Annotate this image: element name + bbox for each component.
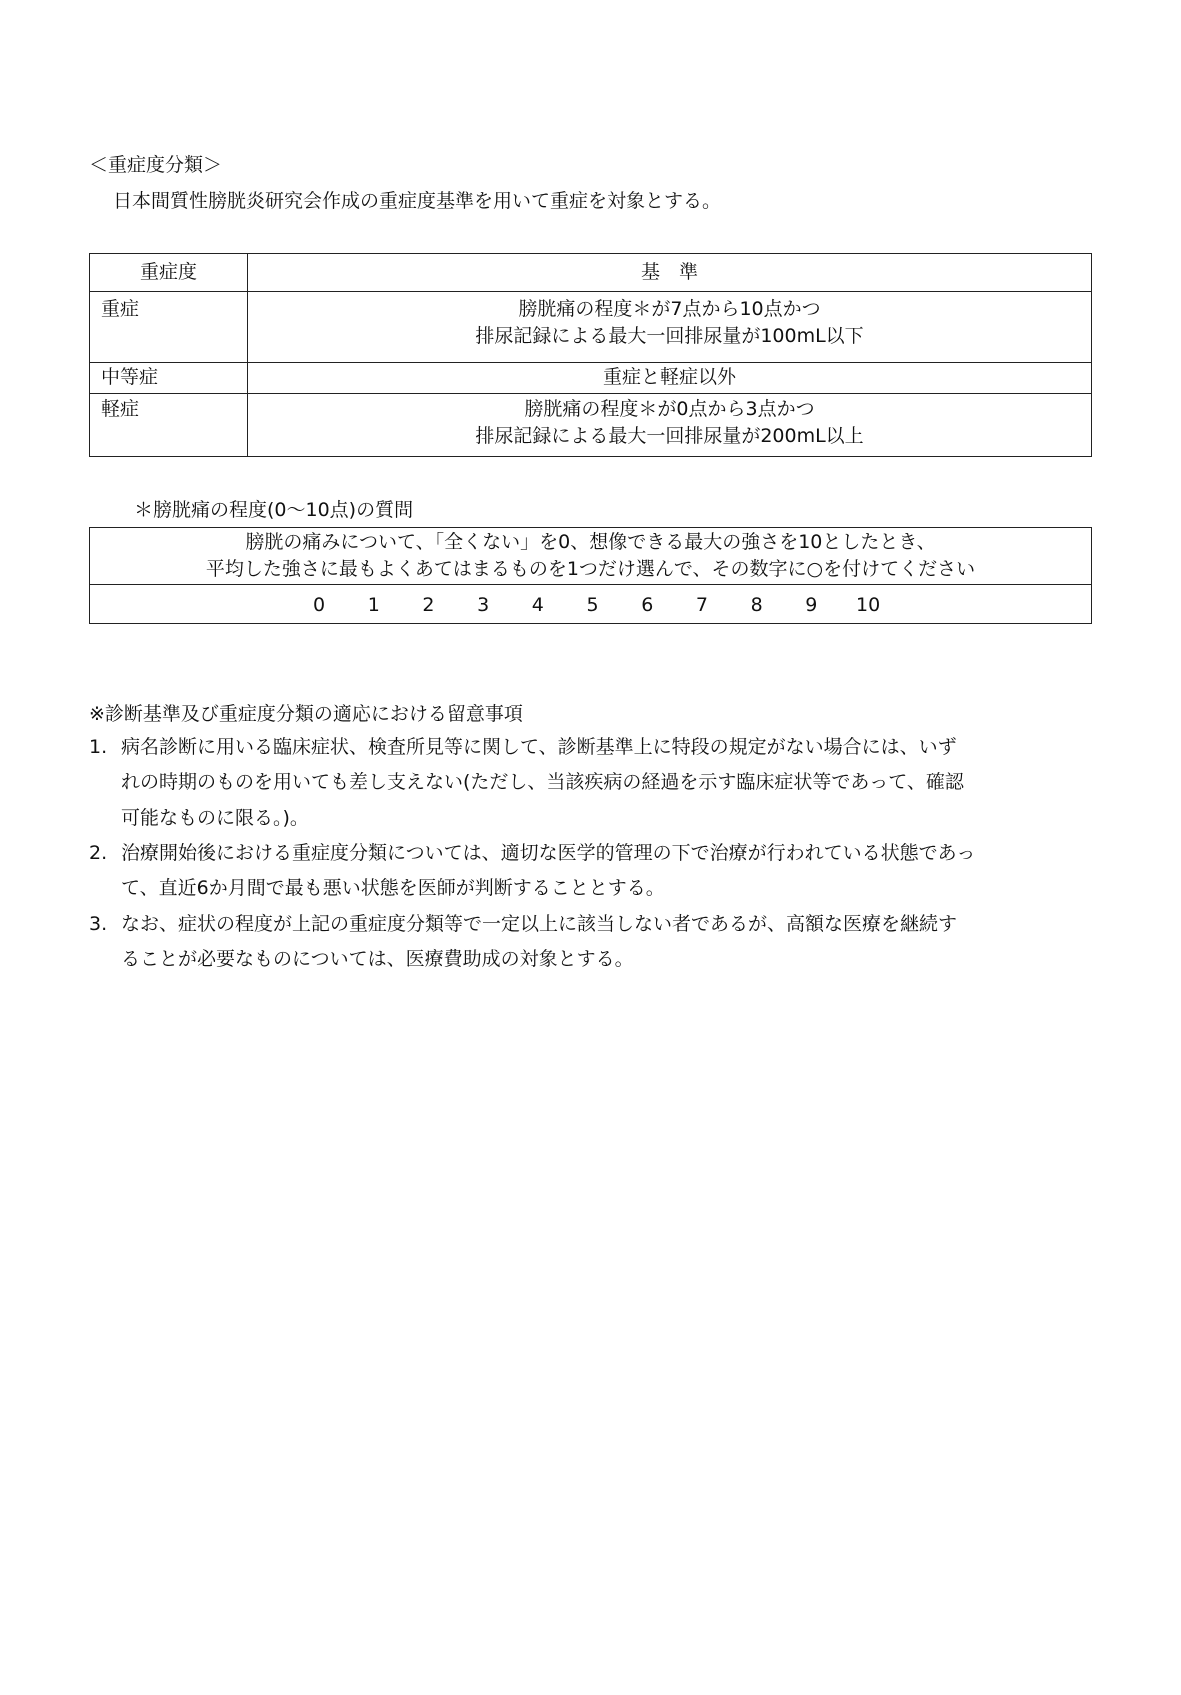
table-row: [90, 363, 1092, 394]
note-line: て、直近6か月間で最も悪い状態を医師が判断することとする。: [121, 877, 665, 900]
scale-number: 6: [641, 593, 654, 616]
note-line: れの時期のものを用いても差し支えない(ただし、当該疾病の経過を示す臨床症状等であって、確認: [121, 771, 964, 794]
criteria-cell: [248, 394, 1092, 457]
scale-number: 0: [313, 593, 326, 616]
severity-table: [89, 253, 1092, 457]
intro-text: 日本間質性膀胱炎研究会作成の重症度基準を用いて重症を対象とする。: [113, 190, 722, 212]
scale-number: 9: [805, 593, 818, 616]
pain-scale: [90, 591, 1091, 618]
note-number: 2.: [89, 841, 108, 864]
note-line: 可能なものに限る。)。: [121, 806, 309, 829]
scale-number: 1: [367, 593, 380, 616]
question-line: 平均した強さに最もよくあてはまるものを1つだけ選んで、その数字に○を付けてください: [205, 558, 976, 580]
pain-question-table: [89, 527, 1092, 624]
section-heading: ＜重症度分類＞: [89, 154, 223, 176]
criteria-cell: [248, 292, 1092, 363]
scale-number: 5: [586, 593, 599, 616]
criteria-line: 膀胱痛の程度＊が7点から10点かつ: [518, 298, 821, 320]
grade-cell: 重症: [90, 292, 248, 363]
scale-number: 2: [422, 593, 435, 616]
criteria-cell: 重症と軽症以外: [248, 363, 1092, 394]
scale-number: 8: [750, 593, 763, 616]
scale-number: 4: [531, 593, 544, 616]
header-criteria: 基 準: [248, 254, 1092, 292]
scale-number: 7: [695, 593, 708, 616]
grade-cell: 軽症: [90, 394, 248, 457]
scale-row: [90, 585, 1092, 624]
criteria-line: 膀胱痛の程度＊が0点から3点かつ: [524, 398, 815, 420]
scale-cell: [90, 585, 1092, 624]
note-line: 治療開始後における重症度分類については、適切な医学的管理の下で治療が行われている状態であっ: [121, 841, 976, 864]
question-row: [90, 528, 1092, 585]
pain-question-caption: ＊膀胱痛の程度(0～10点)の質問: [134, 499, 414, 521]
question-line: 膀胱の痛みについて、「全くない」を0、想像できる最大の強さを10としたとき、: [245, 531, 936, 553]
table-row: [90, 292, 1092, 363]
table-row: [90, 394, 1092, 457]
criteria-line: 排尿記録による最大一回排尿量が100mL以下: [475, 325, 864, 347]
note-number: 1.: [89, 736, 108, 758]
note-number: 3.: [89, 912, 108, 935]
note-line: なお、症状の程度が上記の重症度分類等で一定以上に該当しない者であるが、高額な医療を継続す: [121, 912, 958, 935]
note-line: ることが必要なものについては、医療費助成の対象とする。: [121, 947, 634, 970]
scale-number: 3: [477, 593, 490, 616]
note-line: 病名診断に用いる臨床症状、検査所見等に関して、診断基準上に特段の規定がない場合には、いず: [121, 736, 957, 758]
notes-title: ※診断基準及び重症度分類の適応における留意事項: [89, 703, 523, 725]
grade-cell: 中等症: [90, 363, 248, 394]
header-grade: 重症度: [90, 254, 248, 292]
question-text-cell: [90, 528, 1092, 585]
scale-number: 10: [856, 593, 881, 616]
criteria-line: 排尿記録による最大一回排尿量が200mL以上: [475, 425, 864, 447]
table-header-row: [90, 254, 1092, 292]
